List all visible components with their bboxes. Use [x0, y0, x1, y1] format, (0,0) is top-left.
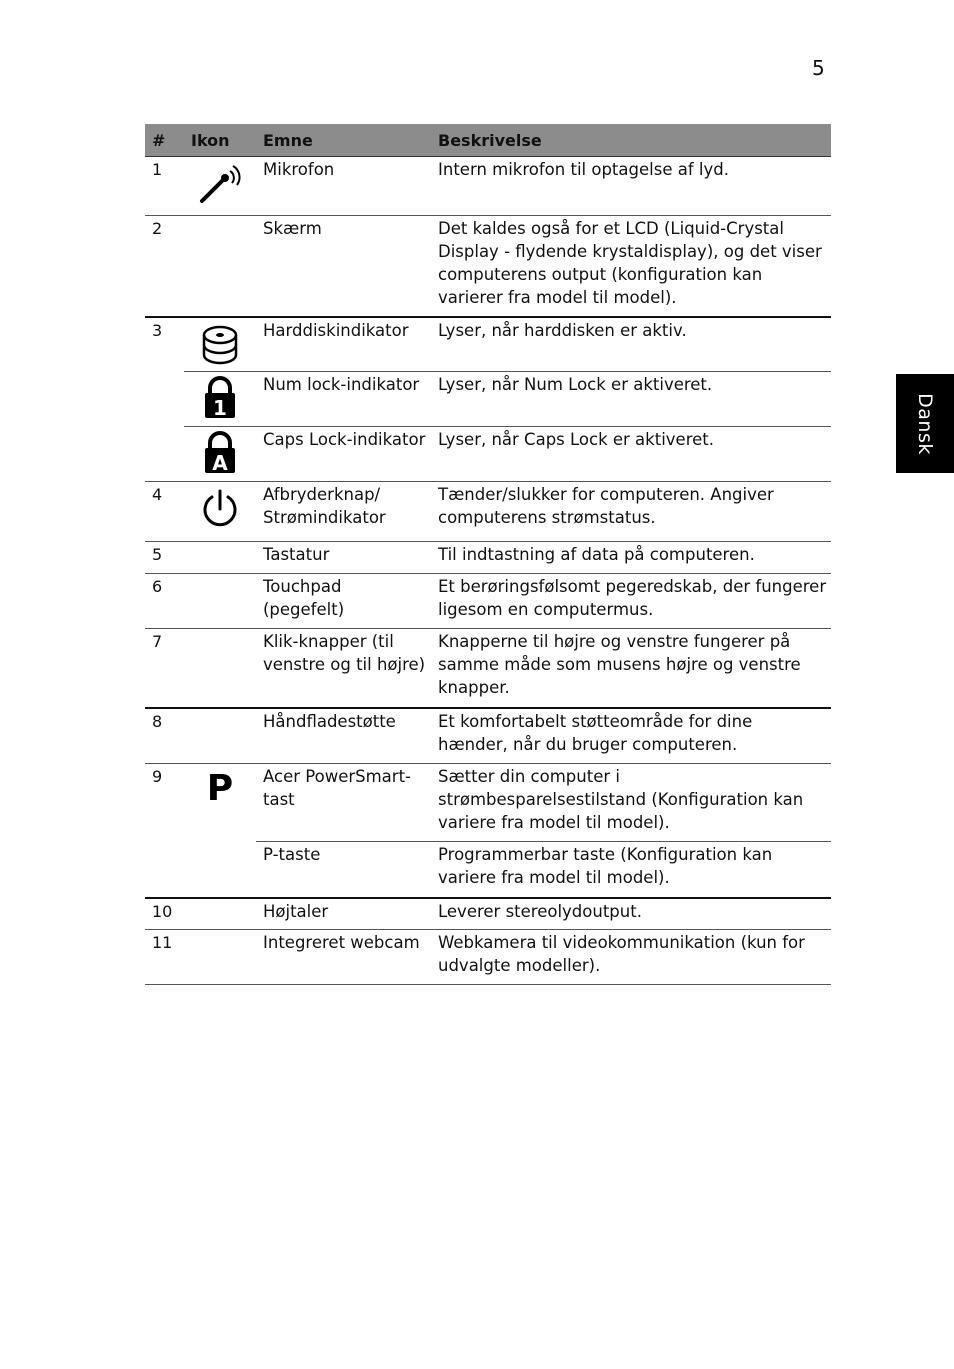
row-description: Lyser, når harddisken er aktiv. [431, 317, 831, 372]
table-row [145, 317, 831, 372]
row-description: Et berøringsfølsomt pegeredskab, der fungerer ligesom en computermus. [431, 574, 831, 629]
table-row [145, 482, 831, 542]
row-number: 6 [145, 574, 184, 629]
row-description: Tænder/slukker for computeren. Angiver computerens strømstatus. [431, 482, 831, 542]
component-table [145, 124, 831, 985]
row-description: Webkamera til videokommunikation (kun for udvalgte modeller). [431, 930, 831, 985]
table-row [145, 427, 831, 482]
table-row [145, 898, 831, 930]
row-item: Mikrofon [263, 160, 335, 179]
language-tab [896, 374, 954, 473]
row-item: Caps Lock-indikator [256, 427, 431, 482]
row-item: Acer PowerSmart-tast [256, 764, 431, 842]
row-number: 1 [152, 160, 163, 179]
table-row [145, 574, 831, 629]
row-item: Højtaler [256, 898, 431, 930]
num-lock-icon [202, 376, 238, 420]
table-row [145, 157, 831, 216]
row-description: Til indtastning af data på computeren. [431, 542, 831, 574]
row-number: 2 [145, 216, 184, 317]
table-row [145, 708, 831, 764]
row-number: 4 [145, 482, 184, 542]
row-item: Håndfladestøtte [256, 708, 431, 764]
power-icon [200, 487, 240, 531]
row-number: 9 [145, 764, 184, 898]
table-header-row [145, 124, 831, 157]
header-number: # [145, 124, 184, 157]
row-item: Afbryderknap/ Strømindikator [256, 482, 431, 542]
table-row [145, 542, 831, 574]
row-item: Tastatur [256, 542, 431, 574]
header-item: Emne [256, 124, 431, 157]
header-description: Beskrivelse [431, 124, 831, 157]
header-icon: Ikon [184, 124, 256, 157]
row-item: Num lock-indikator [256, 372, 431, 427]
hdd-icon [201, 324, 239, 366]
table-row [145, 372, 831, 427]
row-item: Skærm [256, 216, 431, 317]
row-description: Programmerbar taste (Konfiguration kan variere fra model til model). [431, 842, 831, 898]
table-row [145, 764, 831, 842]
svg-text:1: 1 [213, 396, 227, 420]
row-description: Lyser, når Num Lock er aktiveret. [431, 372, 831, 427]
row-number: 11 [145, 930, 184, 985]
row-description: Leverer stereolydoutput. [431, 898, 831, 930]
language-tab-label: Dansk [914, 392, 936, 455]
page-number: 5 [812, 56, 825, 80]
row-item: Touchpad (pegefelt) [256, 574, 431, 629]
row-number: 7 [145, 629, 184, 708]
p-key-icon [205, 766, 235, 806]
row-item: Klik-knapper (til venstre og til højre) [256, 629, 431, 708]
row-description: Det kaldes også for et LCD (Liquid-Crystal Display - flydende krystaldisplay), og det viser computerens output (konfiguration kan varierer fra model til model). [431, 216, 831, 317]
row-number: 8 [145, 708, 184, 764]
microphone-icon [198, 161, 242, 205]
row-description: Et komfortabelt støtteområde for dine hænder, når du bruger computeren. [431, 708, 831, 764]
table-row [145, 930, 831, 985]
row-number: 5 [145, 542, 184, 574]
caps-lock-icon [202, 431, 238, 475]
row-description: Knapperne til højre og venstre fungerer på samme måde som musens højre og venstre knapper. [431, 629, 831, 708]
row-item: Integreret webcam [256, 930, 431, 985]
svg-text:P: P [206, 768, 234, 806]
row-item: P-taste [256, 842, 431, 898]
svg-text:A: A [212, 451, 228, 475]
table-row [145, 629, 831, 708]
row-description: Intern mikrofon til optagelse af lyd. [438, 160, 729, 179]
row-number: 3 [145, 317, 184, 482]
row-description: Sætter din computer i strømbesparelsestilstand (Konfiguration kan variere fra model til model). [431, 764, 831, 842]
row-item: Harddiskindikator [256, 317, 431, 372]
row-description: Lyser, når Caps Lock er aktiveret. [431, 427, 831, 482]
row-number: 10 [145, 898, 184, 930]
table-row [145, 216, 831, 317]
